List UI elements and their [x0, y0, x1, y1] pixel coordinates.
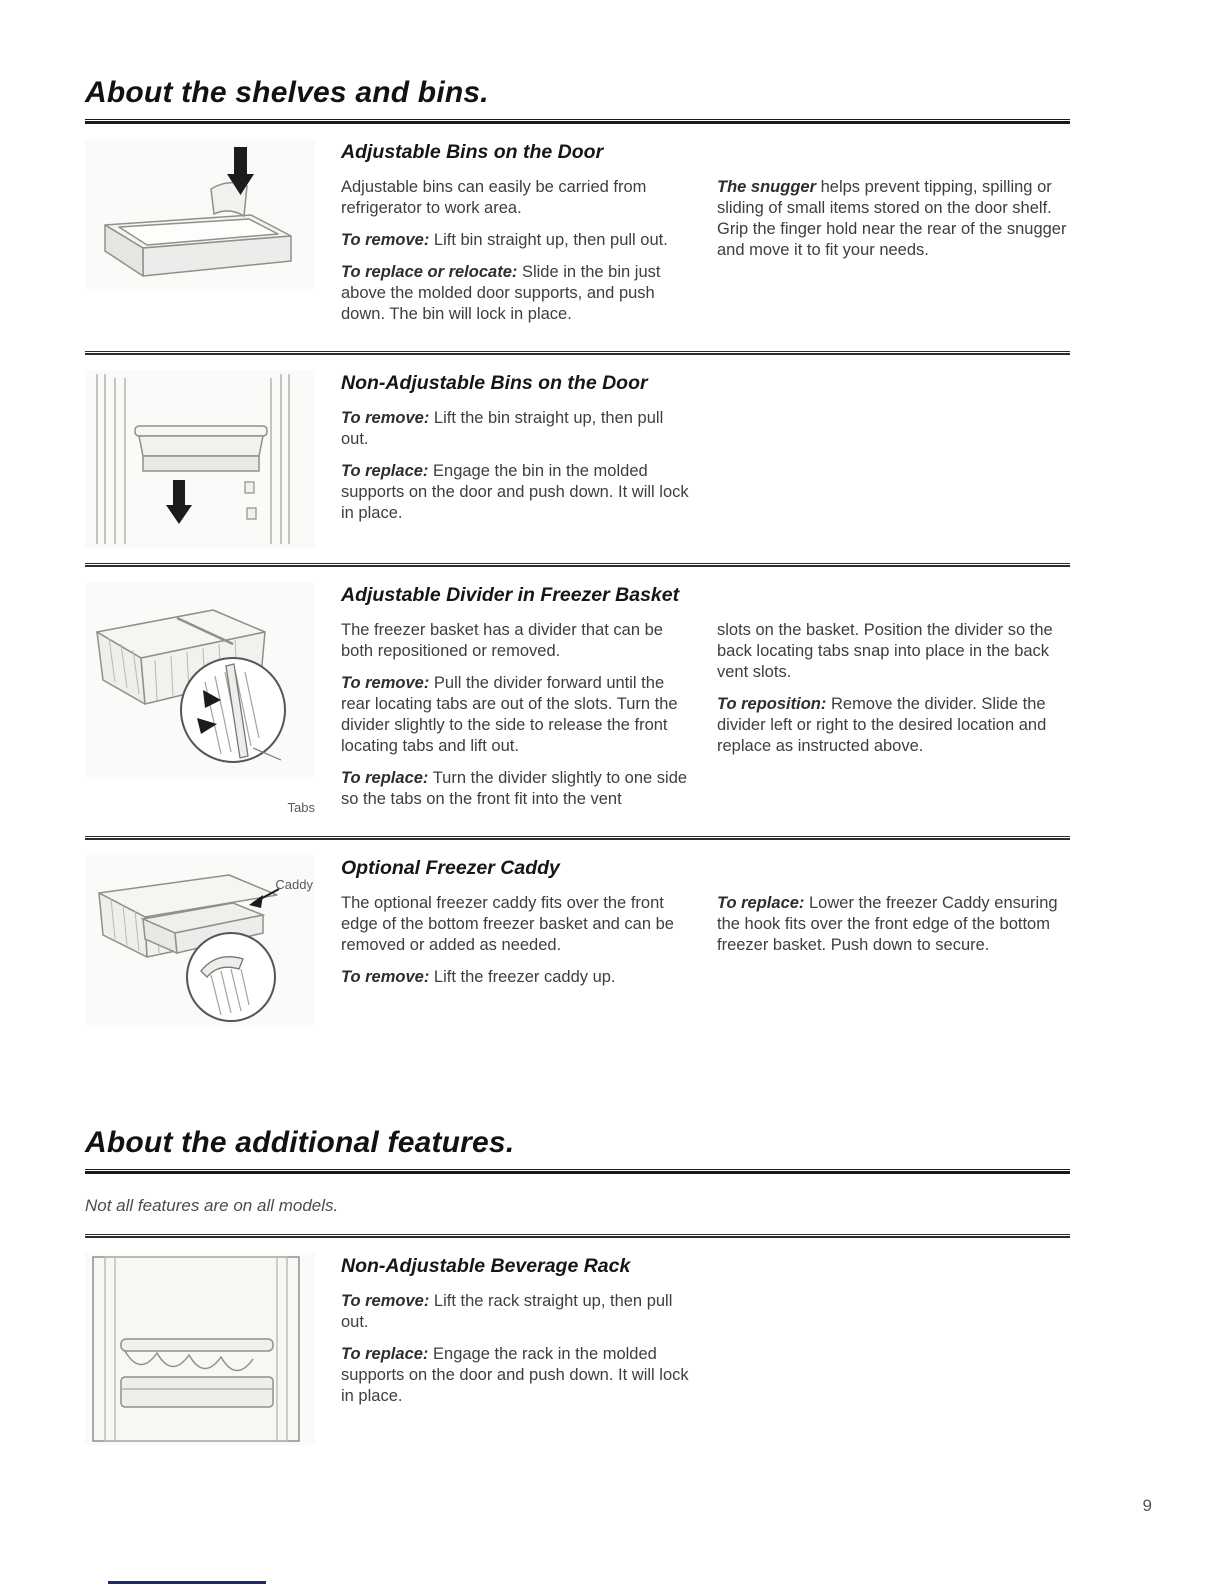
page-title-features: About the additional features. [85, 1126, 515, 1159]
section-column-2 [717, 1291, 1070, 1418]
section-freezer-divider [85, 567, 1070, 836]
section-adjustable-bins [85, 124, 1070, 351]
paragraph [341, 262, 689, 325]
paragraph [717, 694, 1070, 757]
beverage-rack-illustration [85, 1253, 315, 1445]
paragraph-lead: To remove: [341, 968, 430, 986]
paragraph-text: slots on the basket. Position the divider so the back locating tabs snap into place in the back vent slots. [717, 621, 1053, 681]
paragraph-lead: To replace: [341, 1345, 429, 1363]
page-title-shelves: About the shelves and bins. [85, 76, 489, 109]
section-freezer-caddy [85, 840, 1070, 1040]
figure-beverage-rack [85, 1253, 317, 1445]
paragraph-text: Slide in the bin just above the molded door supports, and push down. The bin will lock in place. [341, 263, 661, 323]
paragraph-lead: To replace: [341, 462, 429, 480]
paragraph-text: helps prevent tipping, spilling or sliding of small items stored on the door shelf. Grip the finger hold near the rear of the snugger and move it to fit your needs. [717, 178, 1067, 259]
paragraph-text: Lift the rack straight up, then pull out. [341, 1292, 673, 1331]
figure-freezer-basket [85, 582, 317, 821]
paragraph [341, 230, 689, 251]
figure-label-tabs: Tabs [287, 800, 315, 815]
paragraph-text: Lower the freezer Caddy ensuring the hook fits over the front edge of the bottom freezer basket. Push down to secure. [717, 894, 1058, 954]
paragraph-lead: To remove: [341, 674, 430, 692]
section-title: Adjustable Bins on the Door [341, 141, 604, 163]
paragraph-lead: To replace or relocate: [341, 263, 518, 281]
section-title: Adjustable Divider in Freezer Basket [341, 584, 680, 606]
freezer-basket-illustration [85, 582, 315, 777]
paragraph-text: Turn the divider slightly to one side so the tabs on the front fit into the vent [341, 769, 688, 808]
heading-rule [85, 1169, 1070, 1174]
paragraph-lead: To remove: [341, 1292, 430, 1310]
paragraph-text: The optional freezer caddy fits over the front edge of the bottom freezer basket and can be removed or added as needed. [341, 894, 674, 954]
section-non-adjustable-bins [85, 355, 1070, 563]
paragraph [717, 893, 1070, 956]
section-column-1 [341, 893, 689, 999]
paragraph [341, 1291, 689, 1333]
paragraph [341, 673, 689, 757]
paragraph-text: Engage the bin in the molded supports on the door and push down. It will lock in place. [341, 462, 689, 522]
section-column-2 [717, 408, 1070, 535]
door-bin-illustration [85, 370, 315, 548]
paragraph-text: Lift the bin straight up, then pull out. [341, 409, 664, 448]
figure-freezer-caddy [85, 855, 317, 1025]
paragraph-lead: To remove: [341, 231, 430, 249]
paragraph-text: Adjustable bins can easily be carried from refrigerator to work area. [341, 178, 647, 217]
paragraph-text: Lift the freezer caddy up. [429, 968, 616, 986]
paragraph [341, 768, 689, 810]
features-note: Not all features are on all models. [85, 1196, 339, 1215]
figure-adjustable-bin [85, 139, 317, 336]
paragraph-text: Engage the rack in the molded supports on the door and push down. It will lock in place. [341, 1345, 689, 1405]
section-column-1 [341, 408, 689, 535]
paragraph [341, 967, 689, 988]
section-title: Non-Adjustable Beverage Rack [341, 1255, 631, 1277]
section-column-1 [341, 1291, 689, 1418]
paragraph-lead: To replace: [717, 894, 805, 912]
paragraph [341, 893, 689, 956]
magnifier-circle [187, 933, 275, 1021]
section-column-1 [341, 620, 689, 821]
paragraph [341, 408, 689, 450]
section-beverage-rack [85, 1238, 1070, 1460]
figure-door-bin [85, 370, 317, 548]
paragraph-text: The freezer basket has a divider that can be both repositioned or removed. [341, 621, 663, 660]
paragraph-text: Remove the divider. Slide the divider left or right to the desired location and replace as instructed above. [717, 695, 1047, 755]
section-column-1 [341, 177, 689, 336]
page-number: 9 [1142, 1496, 1152, 1515]
section-title: Non-Adjustable Bins on the Door [341, 372, 648, 394]
paragraph-lead: To reposition: [717, 695, 827, 713]
section-column-2 [717, 620, 1070, 821]
paragraph-lead: The snugger [717, 178, 817, 196]
paragraph-text: Pull the divider forward until the rear locating tabs are out of the slots. Turn the divider slightly to the side to release the front locating tabs and lift out. [341, 674, 678, 755]
paragraph [717, 177, 1070, 261]
section-column-2 [717, 893, 1070, 999]
paragraph [341, 177, 689, 219]
figure-label-caddy: Caddy [275, 877, 313, 892]
adjustable-bin-illustration [85, 139, 315, 289]
paragraph-lead: To remove: [341, 409, 430, 427]
paragraph-lead: To replace: [341, 769, 429, 787]
paragraph-text: Lift bin straight up, then pull out. [429, 231, 668, 249]
paragraph [341, 1344, 689, 1407]
section-column-2 [717, 177, 1070, 336]
paragraph [717, 620, 1070, 683]
paragraph [341, 620, 689, 662]
section-title: Optional Freezer Caddy [341, 857, 560, 879]
paragraph [341, 461, 689, 524]
